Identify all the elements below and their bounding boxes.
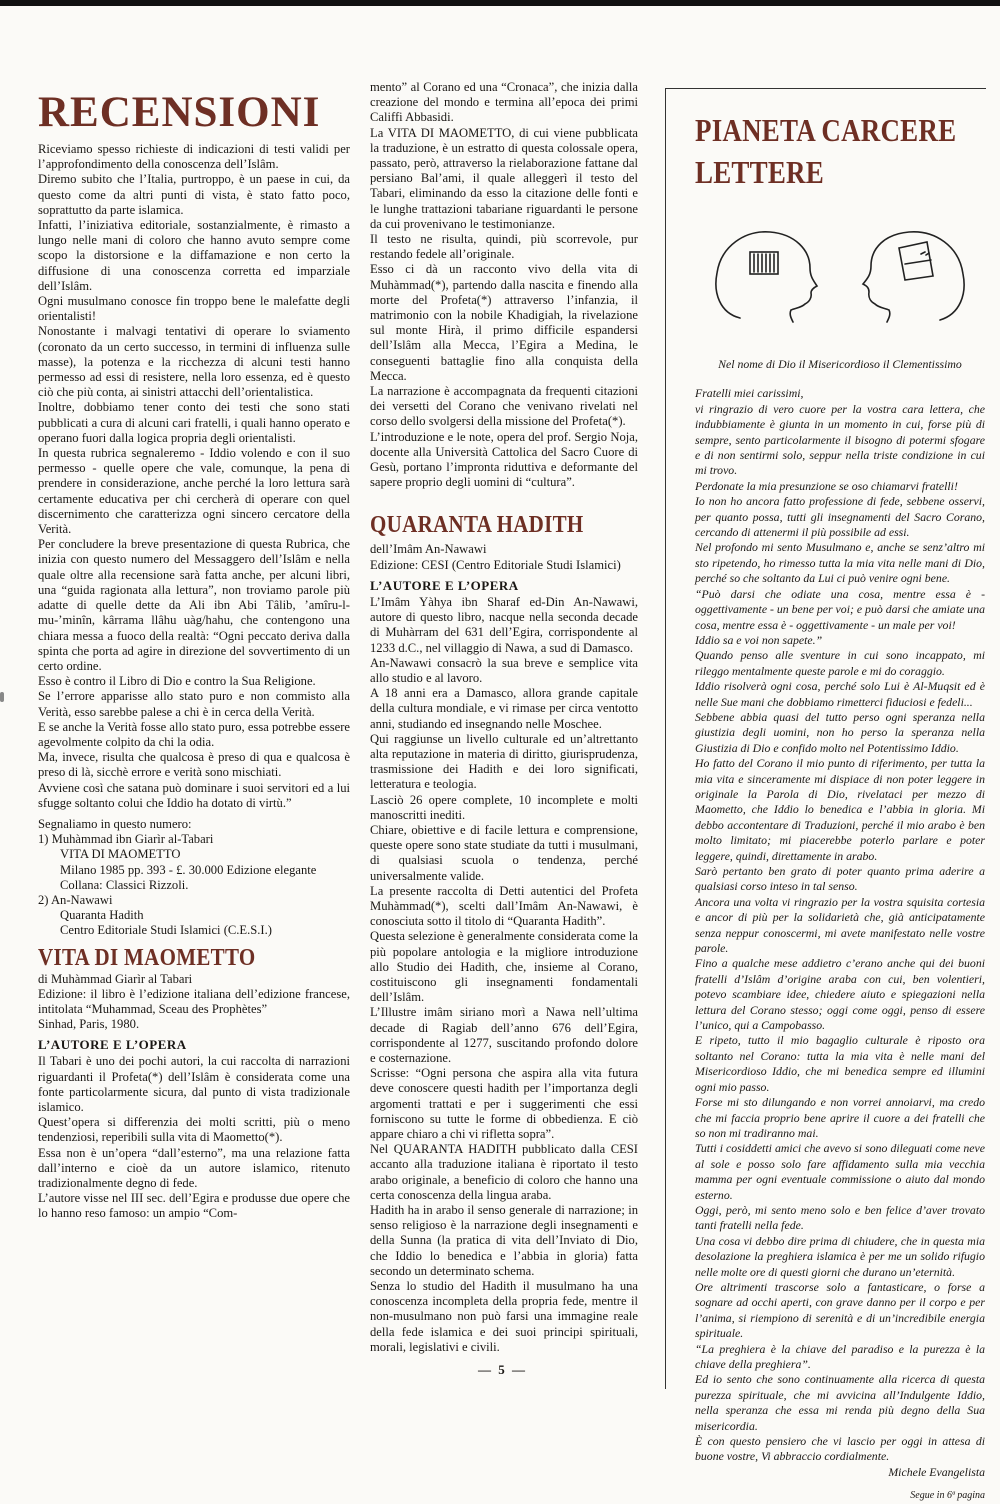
letter-signature: Michele Evangelista: [888, 1464, 985, 1479]
book2-text: [370, 595, 638, 1355]
paragraph: Chiare, obiettive e di facile lettura e comprensione, queste opere sono state studiate da tutti i musulmani, di qualsiasi scuola o tendenza, perché universalmente valide.: [370, 822, 638, 883]
paragraph: Nonostante i malvagi tentativi di operare lo sviamento (coronato da un certo successo, in termini di influenza sulle masse), la potenza e la ricchezza di alcuni testi hanno permesso ad essi di resistere, nella loro essenza, ed è questo ciò che più conta, ai sinistri attacchi dell’orientalistica.: [38, 324, 350, 400]
letter-paragraph: È con questo pensiero che vi lascio per oggi in attesa di buone vostre, Vi abbraccio cordialmente.: [695, 1434, 985, 1464]
continued-note: Segue in 6ª pagina: [910, 1490, 985, 1502]
paragraph: Diremo subito che l’Italia, purtroppo, è un paese in cui, da questo come da altri punti di vista, è stato fatto poco, soprattutto da parte islamica.: [38, 172, 350, 217]
book1-text: [38, 1054, 350, 1221]
book2-title: QUARANTA HADITH: [370, 510, 584, 539]
letter-paragraph: Quando penso alle sventure in cui sono incappato, mi rileggo mentalmente queste parole e mi do coraggio.: [695, 648, 985, 678]
paragraph: Se l’errore apparisse allo stato puro e non commisto alla Verità, esso sarebbe palese a chi è in cerca della Verità.: [38, 689, 350, 719]
meta-line: dell’Imâm An-Nawawi: [370, 542, 487, 557]
paragraph: Per concludere la breve presentazione di questa Rubrica, che inizia con questo numero del Messaggero dell’Islâm e nella quale oltre alla recensione sarà fatta anche, per alcuni libri, una “guida ragionata alla lettura”, non troviamo parole più adatte di quelle dette da Ali ibn Abi Tâlib, ’amîru-l-mu-’minîn, kârrama llâhu uàg/hahu, che contengono una chiara messa a fuoco della realtà: “Ogni peccato deriva dalla spinta che porta ad agire in direzione del sovvertimento di un certo ordine.: [38, 537, 350, 673]
book1-title: VITA DI MAOMETTO: [38, 942, 256, 971]
list-intro: Segnaliamo in questo numero:: [38, 816, 192, 831]
letter-paragraph: E ripeto, tutto il mio bagaglio culturale è riposto ora soltanto nel Corano: tutta la mia vita è nelle mani del Misericordioso Iddio, che mi benedica sempre ed illumini ogni mio passo.: [695, 1033, 985, 1094]
paragraph: Inoltre, dobbiamo tener conto dei testi che sono stati pubblicati a cura di alcuni cari fratelli, i quali hanno operato e operano fuori dalla logica propria degli orientalisti.: [38, 400, 350, 445]
page-number: — 5 —: [478, 1362, 527, 1377]
paragraph: La presente raccolta di Detti autentici del Profeta Muhàmmad(*), scelti dall’Imâm An-Nawawi, è conosciuta sotto il titolo di “Quaranta Hadith”.: [370, 883, 638, 929]
letter-paragraph: Fino a qualche mese addietro c’erano anche qui dei buoni fratelli d’Islâm d’origine araba con cui, ben volentieri, potevo scambiare idee, chiedere aiuto e spiegazioni nella lettura del Corano stesso; oggi come oggi, penso di essere l’unico, qui a Campobasso.: [695, 956, 985, 1033]
list-item: 2) An-Nawawi: [38, 892, 113, 907]
paragraph: La narrazione è accompagnata da frequenti citazioni dei versetti del Corano che venivano rivelati nel corso dello svolgersi della missione del Profeta(*).: [370, 384, 638, 429]
letter-paragraph: Sebbene abbia quasi del tutto perso ogni speranza nella giustizia degli uomini, non ho perso la speranza nella Giustizia di Dio e confido molto nel Potentissimo Iddio.: [695, 709, 985, 755]
paragraph: E se anche la Verità fosse allo stato puro, essa potrebbe essere agevolmente colpito da chi la odia.: [38, 719, 350, 749]
list-item: VITA DI MAOMETTO: [60, 847, 181, 862]
paragraph: Esso è contro il Libro di Dio e contro la Sua Religione.: [38, 674, 316, 689]
paragraph: La VITA DI MAOMETTO, di cui viene pubblicata la traduzione, è un estratto di questa colossale opera, passato, però, attraverso la rielaborazione fattane dal persiano Bal’ami, il quale alleggerì il testo del Tabari, eliminando da esso la citazione delle fonti e le lunghe trattazioni tabariane riguardanti le persone da cui provenivano le testimonianze.: [370, 125, 638, 231]
paragraph: L’Illustre imâm siriano morì a Nawa nell’ultima decade di Ragiab dell’anno 676 dell’Egira, corrispondente al 1277, suscitando profondo dolore e costernazione.: [370, 1005, 638, 1065]
letter-paragraph: Forse mi sto dilungando e non vorrei annoiarvi, ma credo che mi faccia proprio bene aprire il cuore a dei fratelli che so non mi tradiranno mai.: [695, 1095, 985, 1140]
letter-paragraph: Ed io sento che sono continuamente alla ricerca di questa purezza spirituale, che mi avvicina all’Indulgente Iddio, nella speranza che essa mi renda più degno della Sua misericordia.: [695, 1372, 985, 1433]
middle-column: [370, 80, 638, 1355]
paragraph: Ogni musulmano conosce fin troppo bene le malefatte degli orientalisti!: [38, 294, 350, 324]
book1-section-heading: L’AUTORE E L’OPERA: [38, 1037, 187, 1053]
paragraph: An-Nawawi consacrò la sua breve e semplice vita allo studio e al lavoro.: [370, 655, 638, 685]
paragraph: Qui raggiunse un livello culturale ed un’altrettanto alta reputazione in materia di diritto, giurisprudenza, trasmissione dei Hadith e dei loro significati, letteratura e teologia.: [370, 731, 638, 792]
letter-paragraph: Io non ho ancora fatto professione di fede, sebbene osservi, per quanto possa, tutti gli insegnamenti del Sacro Corano, cercando di attenermi il più possibile ad essi.: [695, 494, 985, 540]
meta-line: Edizione: il libro è l’edizione italiana dell’edizione francese, intitolata “Muhammad, Sceau des Prophètes”: [38, 986, 350, 1016]
left-column: [38, 88, 350, 1222]
paragraph: Ma, invece, risulta che qualcosa è preso di qua e qualcosa è preso di là, sicchè errore e verità sono mischiati.: [38, 750, 350, 780]
paragraph: L’introduzione e le note, opera del prof. Sergio Noja, docente alla Università Cattolica del Sacro Cuore di Gesù, portano l’impronta riduttiva e deformante del sapere proprio degli uomini di “cultura”.: [370, 429, 638, 490]
paragraph: Riceviamo spesso richieste di indicazioni di testi validi per l’approfondimento della conoscenza dell’Islâm.: [38, 142, 350, 172]
letter-paragraph: Sarò pertanto ben grato di poter quanto prima aderire a qualsiasi corso inteso in tal senso.: [695, 864, 985, 894]
paragraph: Infatti, l’iniziativa editoriale, sostanzialmente, è rimasto a lungo nelle mani di coloro che hanno avuto sempre come scopo la distorsione e la diffamazione e non certo la diffusione di una conoscenza corretta ed imparziale dell’Islâm.: [38, 218, 350, 293]
letter-paragraph: Ore altrimenti trascorse solo a fantasticare, o forse a sognare ad occhi aperti, con grave danno per il corpo e per l’anima, si riempiono di serenità e di un’incredibile energia spirituale.: [695, 1279, 985, 1341]
paragraph: mento” al Corano ed una “Cronaca”, che inizia dalla creazione del mondo e termina all’epoca dei primi Califfi Abbasidi.: [370, 80, 638, 125]
letter-paragraph: vi ringrazio di vero cuore per la vostra cara lettera, che indubbiamente è giunta in un momento in cui, forse più di sempre, sento particolarmente il bisogno di potermi sfogare e di non sentirmi solo, seppur nella triste condizione in cui mi trovo.: [695, 401, 985, 478]
letter-paragraph: “Può darsi che odiate una cosa, mentre essa è - oggettivamente - un bene per voi; e può darsi che amiate una cosa, mentre essa è - oggettivamente - un male per voi!: [695, 586, 985, 632]
intro-text: [38, 142, 350, 811]
letter-paragraph: Oggi, però, mi sento meno solo e ben felice d’aver trovato tanti fratelli nella fede.: [695, 1202, 985, 1233]
page-edge-mark: [0, 692, 4, 702]
letter-paragraph: “La preghiera è la chiave del paradiso e la purezza è la chiave della preghiera”.: [695, 1341, 985, 1371]
letter-paragraph: Fratelli miei carissimi,: [695, 386, 804, 401]
list-item: Centro Editoriale Studi Islamici (C.E.S.I.): [60, 923, 272, 938]
letter-paragraph: Tutti i cosiddetti amici che avevo si sono dileguati come neve al sole e posso solo fare affidamento sulla mia vecchia mamma per ogni eventuale commissione o aiuto dal mondo esterno.: [695, 1141, 985, 1202]
list-item: Collana: Classici Rizzoli.: [60, 877, 189, 892]
list-item: Quaranta Hadith: [60, 908, 144, 923]
paragraph: Questa selezione è generalmente considerata come la più popolare antologia e la migliore introduzione allo Studio dei Hadith, che, insieme al Corano, costituiscono gli insegnamenti fondamentali dell’Islâm.: [370, 929, 638, 1005]
paragraph: Avviene così che satana può dominare i suoi servitori ed a lui sfugge soltanto colui che Iddio ha dotato di virtù.”: [38, 780, 350, 810]
paragraph: L’autore visse nel III sec. dell’Egira e produsse due opere che lo hanno reso famoso: un ampio “Com-: [38, 1191, 350, 1221]
paragraph: In questa rubrica segnaleremo - Iddio volendo e con il suo permesso - quelle opere che vale, comunque, la pena di prendere in considerazione, anche perché la loro lettura sarà certamente educativa per chi cercherà di operare con quel discernimento che caratterizza ogni sincero cercatore della Verità.: [38, 446, 350, 537]
paragraph: Il testo ne risulta, quindi, più scorrevole, pur restando fedele all’originale.: [370, 232, 638, 262]
list-item: 1) Muhàmmad ibn Giarìr al-Tabari: [38, 832, 214, 847]
meta-line: Sinhad, Paris, 1980.: [38, 1017, 140, 1032]
paragraph: Scrisse: “Ogni persona che aspira alla vita futura deve conoscere questi hadith per l’importanza degli argomenti trattati e per i suggerimenti che essi forniscono su tutte le forme di obbedienza. E ciò appare chiaro a chi vi rifletta sopra”.: [370, 1066, 638, 1141]
paragraph: Nel QUARANTA HADITH pubblicato dalla CESI accanto alla traduzione italiana è riportato il testo arabo originale, a beneficio di coloro che hanno una certa conoscenza della lingua araba.: [370, 1142, 638, 1202]
paragraph: Quest’opera si differenzia dei molti scritti, più o meno tendenziosi, reperibili sulla vita di Maometto(*).: [38, 1115, 350, 1145]
meta-line: di Muhàmmad Giarìr al Tabari: [38, 971, 193, 986]
letter-paragraph: Nel profondo mi sento Musulmano e, anche se senz’altro mi sto ripetendo, ho rimesso tutta la mia vita nelle mani di Dio, perché so che soltanto da Lui ci può venire ogni bene.: [695, 540, 985, 586]
letter-paragraph: Ho fatto del Corano il mio punto di riferimento, per tutta la mia vita e sinceramente mi dispiace di non poter leggere in originale la Parola di Dio, rivelataci per mezzo di Maometto, che Iddio lo benedica e l’abbia in gloria. Mi debbo accontentare di Traduzioni, perché il mio arabo è ben molto limitato; mi piacerebbe poterlo parlare e poter leggere, quindi, direttamente in arabo.: [695, 756, 985, 863]
letters-box: [695, 108, 985, 1504]
book2-section-heading: L’AUTORE E L’OPERA: [370, 577, 519, 593]
paragraph: Hadith ha in arabo il senso generale di narrazione; in senso religioso è la narrazione degli insegnamenti e della Sunna (la pratica di vita dell’Inviato di Dio, che Iddio lo benedica e l’abbia in gloria) fatta secondo un determinato schema.: [370, 1203, 638, 1278]
book2-meta: [370, 542, 638, 572]
paragraph: Lasciò 26 opere complete, 10 incomplete e molti manoscritti inediti.: [370, 792, 638, 822]
top-rule: [0, 0, 1000, 6]
paragraph: Senza lo studio del Hadith il musulmano ha una conoscenza incompleta della propria fede, mentre il non-musulmano non può farsi una immagine reale della fede islamica e dei suoi principi spirituali, morali, legislativi e civili.: [370, 1279, 638, 1354]
book-list: [38, 832, 350, 938]
letter-paragraph: Una cosa vi debbo dire prima di chiudere, che in questa mia desolazione la preghiera islamica è per me un solido rifugio nelle molte ore di questi giorni che durano un’eternità.: [695, 1233, 985, 1279]
letter-body: [695, 357, 985, 1504]
letter-paragraphs: [695, 386, 985, 1464]
paragraph: L’Imâm Yàhya ibn Sharaf ed-Din An-Nawawi, autore di questo libro, nacque nella seconda decade di Muhàrram del 631 dell’Egira, corrispondente al 1233 d.C., nel villaggio di Nawa, a sud di Damasco.: [370, 594, 638, 655]
paragraph: Esso ci dà un racconto vivo della vita di Muhàmmad(*), partendo dalla nascita e finendo alla morte del Profeta(*) attraverso l’infanzia, il matrimonio con la nobile Khadigiah, la rivelazione sul monte Hirà, il primo difficile espandersi dell’Islâm alla Mecca, l’Egira a Medina, le conseguenti battaglie fino alla conquista della Mecca.: [370, 262, 638, 383]
masthead-title: RECENSIONI: [38, 89, 321, 136]
book1-text-continued: [370, 80, 638, 490]
letters-title-line2: LETTERE: [695, 154, 824, 191]
paragraph: Essa non è un’opera “dall’esterno”, ma una relazione fatta dall’interno e cioè da un autore islamico, ritenuto tradizionalmente degno di fede.: [38, 1145, 350, 1190]
letters-title-line1: PIANETA CARCERE: [695, 112, 957, 149]
meta-line: Edizione: CESI (Centro Editoriale Studi Islamici): [370, 557, 621, 572]
book1-meta: [38, 972, 350, 1033]
list-item: Milano 1985 pp. 393 - £. 30.000 Edizione elegante: [60, 862, 317, 877]
letter-paragraph: Ancora una volta vi ringrazio per la vostra squisita cortesia e ancor di più per la solidarietà che, già anticipatamente senza neppur conoscermi, mi avete manifestato nelle vostre parole.: [695, 894, 985, 956]
heads-illustration: [695, 218, 985, 328]
letter-paragraph: Iddio risolverà ogni cosa, perché solo Lui è Al-Muqsit ed è nelle Sue mani che dobbiamo rimetterci fiduciosi e fedeli...: [695, 679, 985, 709]
paragraph: A 18 anni era a Damasco, allora grande capitale della cultura mondiale, e vi rimase per circa ventotto anni, studiando ed insegnando nelle Moschee.: [370, 686, 638, 731]
letter-paragraph: Perdonate la mia presunzione se oso chiamarvi fratelli!: [695, 478, 958, 493]
letter-greeting: Nel nome di Dio il Misericordioso il Clementissimo: [718, 357, 962, 371]
paragraph: Il Tabari è uno dei pochi autori, la cui raccolta di narrazioni riguardanti il Profeta(*) dell’Islâm è considerata come una fonte particolarmente sicura, dal punto di vista tradizionale islamico.: [38, 1054, 350, 1114]
letter-paragraph: Iddio sa e voi non sapete.”: [695, 632, 823, 647]
